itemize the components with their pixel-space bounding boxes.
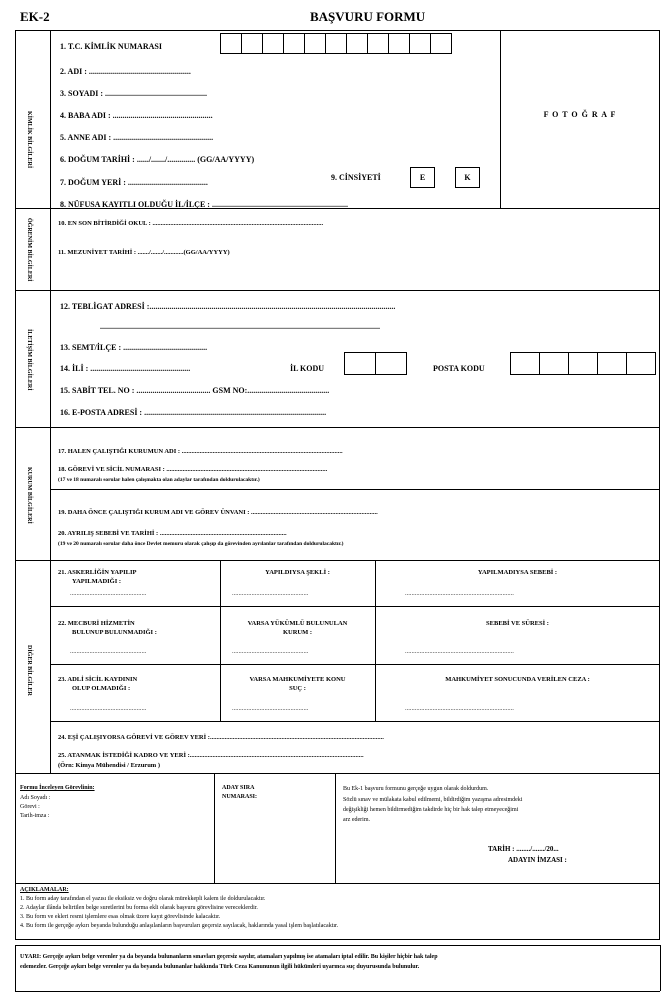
askerlik-field[interactable]: ............................................... (70, 590, 147, 597)
es-gorev-field[interactable]: 24. EŞİ ÇALIŞIYORSA GÖREVİ VE GÖREV YERİ :........................................................................................................... (58, 734, 384, 741)
inceleyen-title: Formu İnceleyen Görevlinin: (20, 785, 95, 791)
gender-e-box[interactable]: E (410, 167, 435, 188)
tc-label: 1. T.C. KİMLİK NUMARASI (60, 42, 162, 51)
soyadi-field[interactable]: 3. SOYADI : ................................................... (60, 89, 208, 98)
kadro-note: (Örn: Kimya Mühendisi / Erzurum ) (58, 762, 161, 769)
beyan-4: arz ederim. (343, 817, 370, 823)
aciklama-1: 1. Bu form aday tarafından el yazısı ile eksiksiz ve doğru olarak mürekkepli kalem ile doldurulacaktır. (20, 896, 266, 902)
form-title: BAŞVURU FORMU (310, 9, 426, 24)
note-17-18: (17 ve 18 numaralı sorular halen çalışmakta olan adaylar tarafından doldurulacaktır.) (58, 477, 260, 483)
dogum-tarihi-field[interactable]: 6. DOĞUM TARİHİ : ....../......./.............. (GG/AA/YYYY) (60, 155, 255, 164)
il-kodu-input[interactable] (345, 352, 407, 375)
askerlik-label-2: YAPILMADIĞI : (72, 578, 122, 585)
tel-field[interactable]: 15. SABİT TEL. NO : ..................................... GSM NO:......................................... (60, 386, 330, 395)
uyari-line-1: UYARI: Gerçeğe aykırı belge verenler ya da beyanda bulunanların sınavları geçersiz sayılır, atamaları yapılmış ise atamaları iptal edilir. Bu kişiler hiçbir hak talep (20, 954, 438, 960)
sicil-label: 23. ADLİ SİCİL KAYDININ (58, 676, 138, 683)
suc-label: VARSA MAHKUMİYETE KONU (249, 676, 346, 683)
anne-adi-field[interactable]: 5. ANNE ADI : .................................................. (60, 133, 214, 142)
posta-kodu-label: POSTA KODU (433, 364, 485, 373)
beyan-1: Bu Ek-1 başvuru formunu gerçeğe uygun olarak doldurdum. (343, 786, 489, 792)
mecburi-field[interactable]: ............................................... (70, 648, 147, 655)
tc-number-input[interactable] (221, 33, 452, 54)
beyan-3: değişikliği hemen bildirmediğim takdirde hiç bir hak talep etmeyeceğimi (343, 807, 519, 813)
beyan-2: Sözlü sınav ve mülakata kabul edilmemi, bildirdiğim yazışma adresimdeki (343, 797, 523, 803)
il-kodu-label: İL KODU (290, 364, 325, 373)
askerlik-label: 21. ASKERLİĞİN YAPILIP (58, 569, 137, 576)
form-frame (15, 30, 660, 940)
note-19-20: (19 ve 20 numaralı sorular daha önce Devlet memuru olarak çalışıp da görevinden ayrılanlar tarafından doldurulacaktır.) (58, 541, 344, 547)
section-iletisim: İLETİŞİM BİLGİLERİ (26, 329, 32, 391)
yapildiysa-label: YAPILDIYSA ŞEKLİ : (265, 569, 330, 576)
onceki-kurum-field[interactable]: 19. DAHA ÖNCE ÇALIŞTIĞI KURUM ADI VE GÖREV ÜNVANI : .............................................................................. (58, 509, 378, 516)
yapildiysa-field[interactable]: ............................................... (232, 590, 309, 597)
mezuniyet-field[interactable]: 11. MEZUNİYET TARİHİ : ......./......./............(GG/AA/YYYY) (58, 249, 230, 256)
inceleyen-tarih: Tarih-imza : (20, 813, 50, 819)
imza-field[interactable]: ADAYIN İMZASI : (508, 856, 567, 864)
adi-field[interactable]: 2. ADI : ................................................... (60, 67, 191, 76)
yapilmadiysa-label: YAPILMADIYSA SEBEBİ : (477, 569, 558, 576)
dogum-yeri-field[interactable]: 7. DOĞUM YERİ : ........................................ (60, 178, 208, 187)
yapilmadiysa-field[interactable]: ................................................................... (405, 590, 514, 597)
ceza-label: MAHKUMİYET SONUCUNDA VERİLEN CEZA : (445, 676, 590, 683)
yukumlu-field[interactable]: ............................................... (232, 648, 309, 655)
adres-field-2[interactable]: ............................................................................................................................................ (100, 322, 380, 331)
mecburi-label: 22. MECBURİ HİZMETİN (58, 620, 135, 627)
sicil-field[interactable]: ............................................... (70, 705, 147, 712)
ceza-field[interactable]: ................................................................... (405, 705, 514, 712)
section-ogrenim: ÖĞRENİM BİLGİLERİ (26, 218, 32, 282)
sira-label-2: NUMARASI: (222, 794, 257, 800)
okul-field[interactable]: 10. EN SON BİTİRDİĞİ OKUL : ......................................................................................................... (58, 220, 324, 227)
yukumlu-label: VARSA YÜKÜMLÜ BULUNULAN (247, 620, 348, 627)
gender-k-box[interactable]: K (455, 167, 480, 188)
aciklamalar-title: AÇIKLAMALAR: (20, 887, 69, 893)
kadro-field[interactable]: 25. ATANMAK İSTEDİĞİ KADRO VE YERİ :........................................................................................................... (58, 752, 364, 759)
gorev-sicil-field[interactable]: 18. GÖREVİ VE SİCİL NUMARASI : ................................................................................................... (58, 466, 328, 473)
suc-field[interactable]: ............................................... (232, 705, 309, 712)
posta-kodu-input[interactable] (511, 352, 656, 375)
tarih-field[interactable]: TARİH : ......../......./20... (488, 845, 559, 853)
aciklama-3: 3. Bu form ve ekleri resmi işlemlere esas olmak üzere kayıt görevlisinde kalacaktır. (20, 914, 221, 920)
mecburi-label-2: BULUNUP BULUNMADIĞI : (72, 629, 157, 636)
eposta-field[interactable]: 16. E-POSTA ADRESİ : ........................................................................................... (60, 408, 327, 417)
semt-field[interactable]: 13. SEMT/İLÇE : .......................................... (60, 343, 208, 352)
sebep-sure-field[interactable]: ................................................................... (405, 648, 514, 655)
suc-label-2: SUÇ : (289, 685, 306, 692)
sira-label: ADAY SIRA (222, 785, 255, 791)
inceleyen-adi: Adı Soyadı : (20, 795, 51, 801)
inceleyen-gorevi: Görevi : (20, 804, 40, 810)
aciklama-4: 4. Bu form ile gerçeğe aykırı beyanda bulunduğu anlaşılanların başvuruları geçersiz sayılacak, haklarında yasal işlem başlatılacaktır. (20, 923, 339, 929)
form-code: EK-2 (20, 9, 50, 24)
halen-kurum-field[interactable]: 17. HALEN ÇALIŞTIĞI KURUMUN ADI : ................................................................................................... (58, 448, 343, 455)
yukumlu-label-2: KURUM : (282, 629, 313, 636)
section-kurum: KURUM BİLGİLERİ (26, 466, 32, 524)
aciklama-2: 2. Adaylar ilânda belirtilen belge suretlerini bu forma ekli olarak başvuru görevlisine vereceklerdir. (20, 905, 258, 911)
uyari-line-2: edemezler. Gerçeğe aykırı belge verenler ya da beyanda bulunanlar hakkında Türk Ceza Kanununun ilgili hükümleri uyarınca suç duyurusunda bulunulur. (20, 964, 420, 970)
section-diger: DİĞER BİLGİLER (26, 644, 32, 696)
il-field[interactable]: 14. İLİ : .................................................. (60, 364, 191, 373)
ayrilis-field[interactable]: 20. AYRILIŞ SEBEBİ VE TARİHİ : .............................................................................. (58, 530, 287, 537)
adres-field[interactable]: 12. TEBLİGAT ADRESİ :........................................................................................................................... (60, 302, 396, 311)
photo-area: F O T O Ğ R A F (543, 110, 617, 119)
sebep-sure-label: SEBEBİ VE SÜRESİ : (486, 620, 549, 627)
sicil-label-2: OLUP OLMADIĞI : (72, 685, 131, 692)
nufus-field[interactable]: 8. NÜFUSA KAYITLI OLDUĞU İL/İLÇE : .................................................................... (60, 200, 348, 209)
cinsiyet-label: 9. CİNSİYETİ (331, 173, 381, 182)
baba-adi-field[interactable]: 4. BABA ADI : .................................................. (60, 111, 213, 120)
section-kimlik: KİMLİK BİLGİLERİ (26, 111, 32, 169)
